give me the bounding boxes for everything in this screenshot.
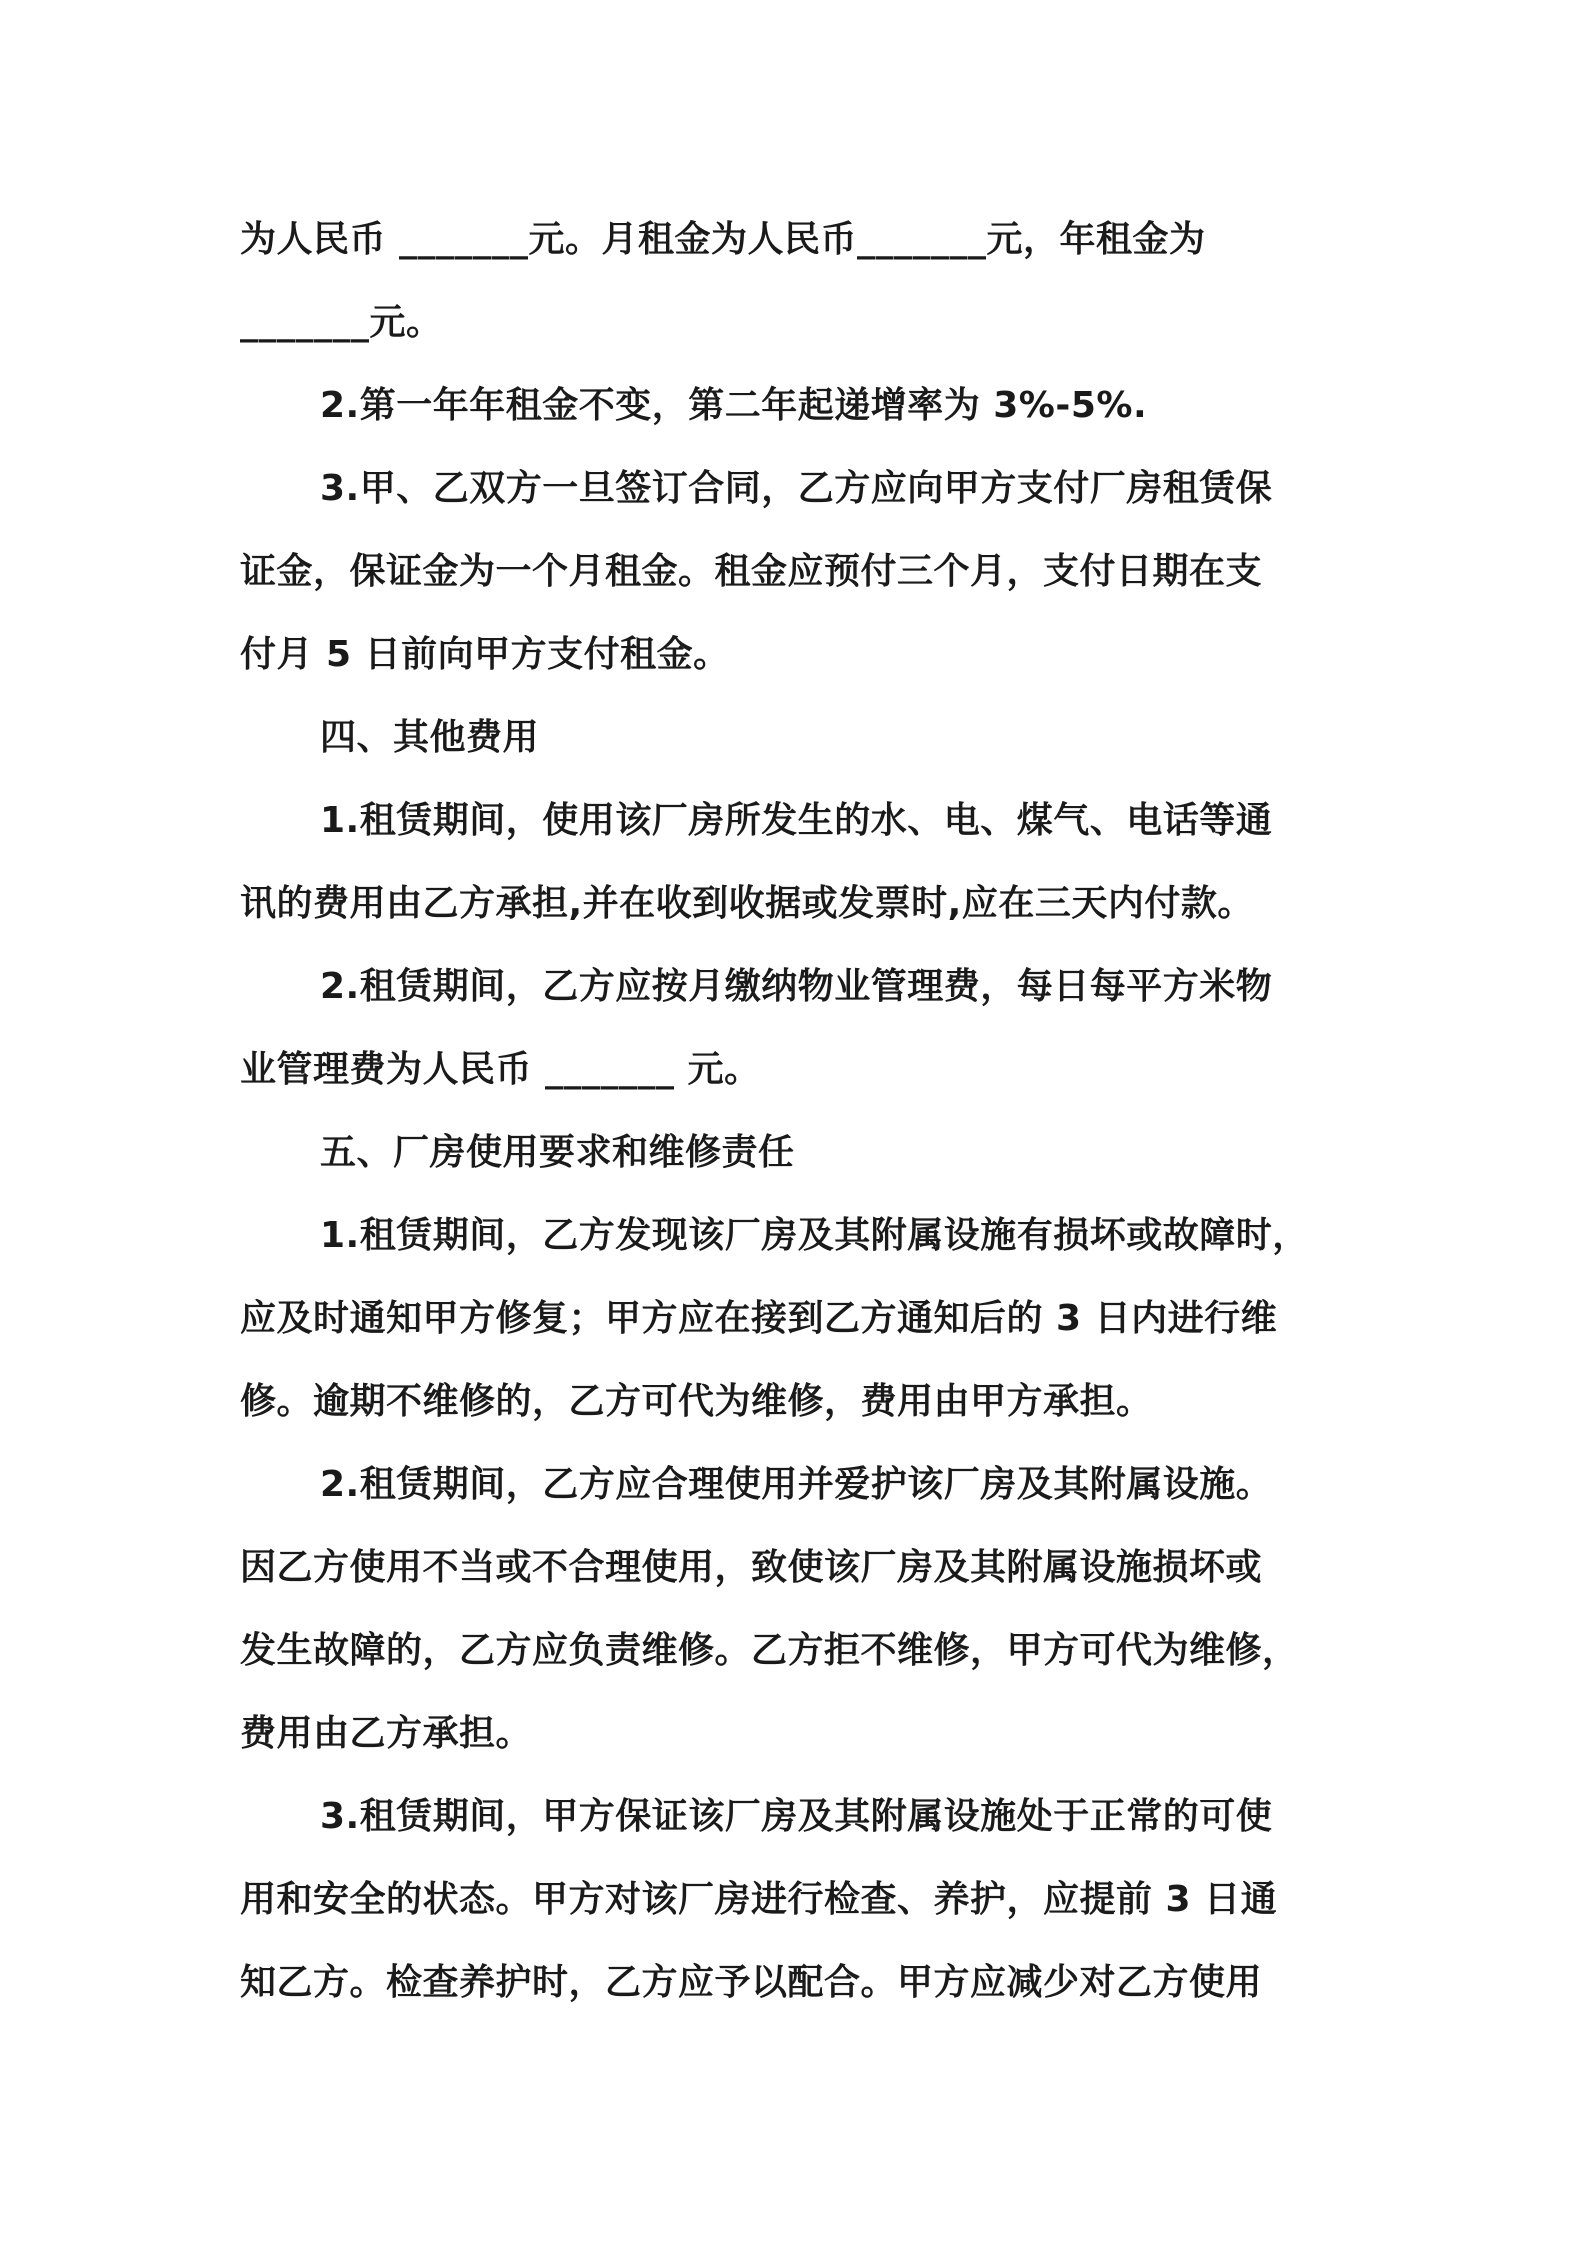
- text-line-deposit-2: 证金，保证金为一个月租金。租金应预付三个月，支付日期在支: [240, 551, 1263, 592]
- text-line-rent-amount: 为人民币 _______元。月租金为人民币_______元，年租金为: [240, 219, 1206, 260]
- text-line-safety-3: 知乙方。检查养护时，乙方应予以配合。甲方应减少对乙方使用: [240, 1962, 1263, 2003]
- text-line-safety-1: 3.租赁期间，甲方保证该厂房及其附属设施处于正常的可使: [320, 1796, 1273, 1837]
- text-line-utilities-2: 讯的费用由乙方承担,并在收到收据或发票时,应在三天内付款。: [240, 883, 1254, 924]
- text-line-rent-increase: 2.第一年年租金不变，第二年起递增率为 3%-5%.: [320, 385, 1148, 426]
- section-heading-other-fees: 四、其他费用: [320, 717, 540, 758]
- text-line-proper-use-4: 费用由乙方承担。: [240, 1713, 533, 1754]
- text-line-proper-use-1: 2.租赁期间，乙方应合理使用并爱护该厂房及其附属设施。: [320, 1464, 1273, 1505]
- text-line-proper-use-2: 因乙方使用不当或不合理使用，致使该厂房及其附属设施损坏或: [240, 1547, 1263, 1588]
- section-heading-usage-maintenance: 五、厂房使用要求和维修责任: [320, 1132, 795, 1173]
- document-body: [240, 198, 1364, 2024]
- text-line-safety-2: 用和安全的状态。甲方对该厂房进行检查、养护，应提前 3 日通: [240, 1879, 1278, 1920]
- text-line-deposit-3: 付月 5 日前向甲方支付租金。: [240, 634, 730, 675]
- text-line-property-fee-1: 2.租赁期间，乙方应按月缴纳物业管理费，每日每平方米物: [320, 966, 1273, 1007]
- text-line-deposit-1: 3.甲、乙双方一旦签订合同，乙方应向甲方支付厂房租赁保: [320, 468, 1273, 509]
- text-line-proper-use-3: 发生故障的，乙方应负责维修。乙方拒不维修，甲方可代为维修，: [240, 1630, 1299, 1671]
- text-line-repair-1: 1.租赁期间，乙方发现该厂房及其附属设施有损坏或故障时，: [320, 1215, 1309, 1256]
- text-line-utilities-1: 1.租赁期间，使用该厂房所发生的水、电、煤气、电话等通: [320, 800, 1273, 841]
- text-line-repair-2: 应及时通知甲方修复；甲方应在接到乙方通知后的 3 日内进行维: [240, 1298, 1278, 1339]
- text-line-repair-3: 修。逾期不维修的，乙方可代为维修，费用由甲方承担。: [240, 1381, 1153, 1422]
- text-line-property-fee-2: 业管理费为人民币 _______ 元。: [240, 1049, 761, 1090]
- text-line-rent-blank: _______元。: [240, 302, 443, 343]
